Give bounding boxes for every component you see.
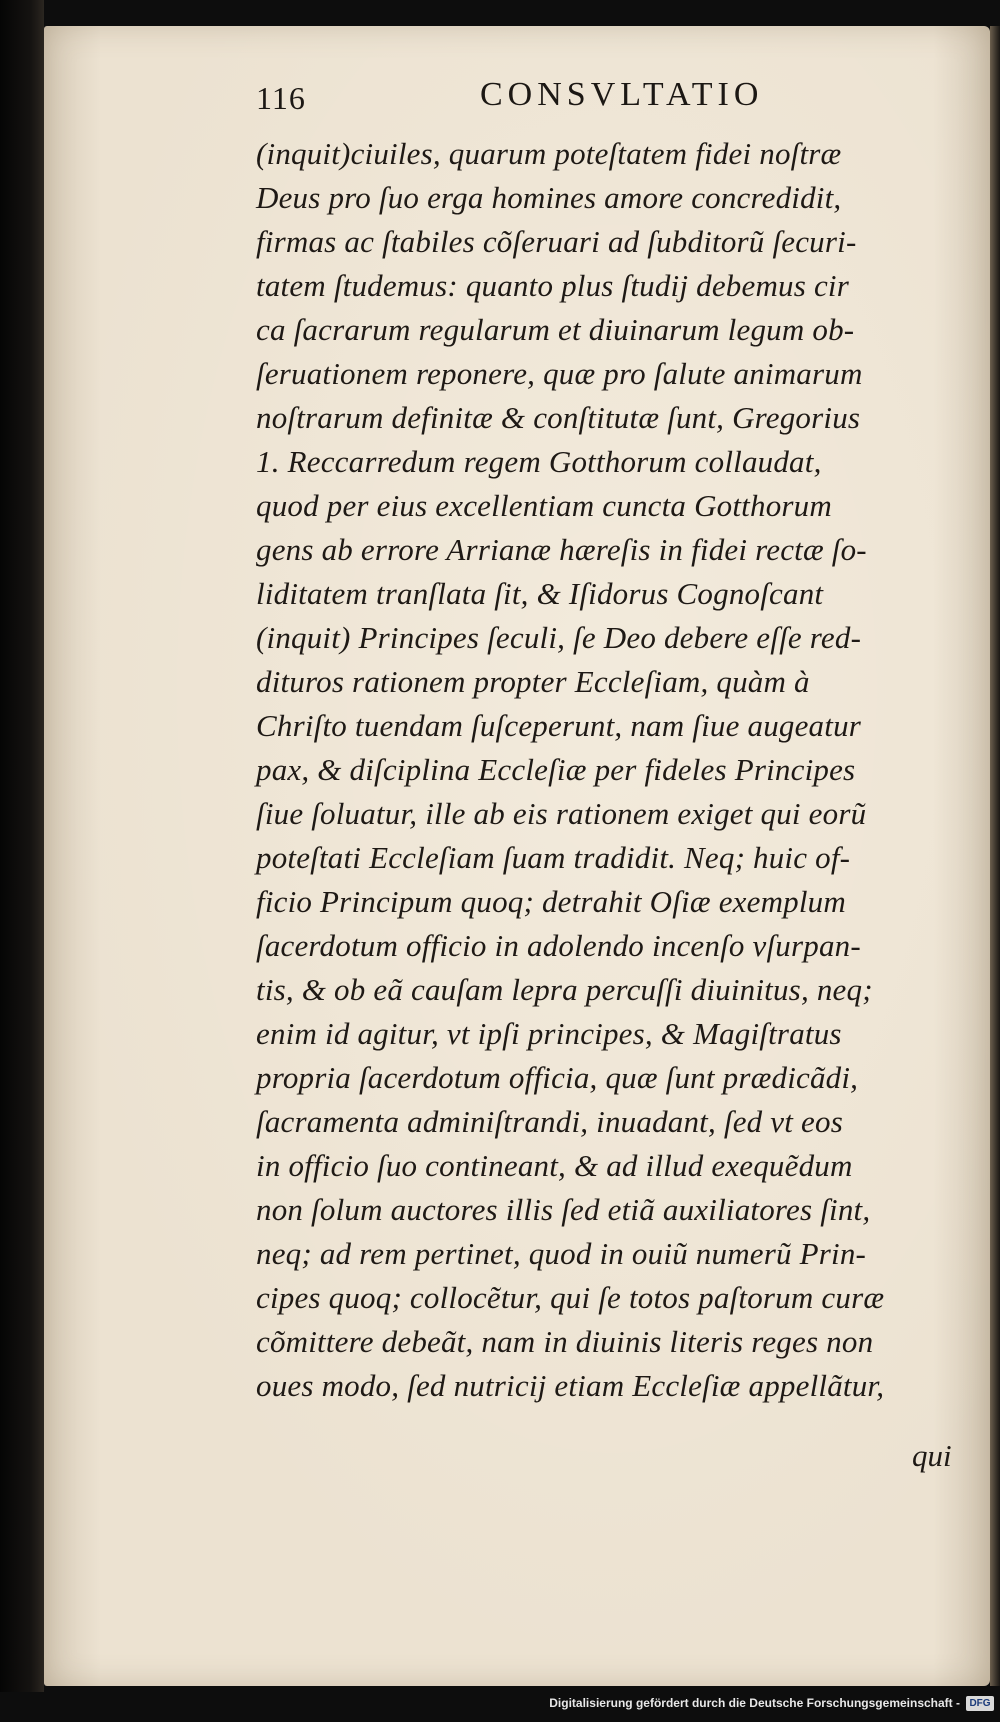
text-line: firmas ac ſtabiles cõſeruari ad ſubditorũ ſecuri-	[256, 224, 857, 259]
text-line: Deus pro ſuo erga homines amore concredidit,	[256, 180, 842, 215]
catchword: qui	[912, 1438, 952, 1473]
text-line: ca ſacrarum regularum et diuinarum legum ob-	[256, 312, 855, 347]
text-line: liditatem tranſlata ſit, & Iſidorus Cognoſcant	[256, 576, 824, 611]
book-page	[44, 26, 990, 1686]
text-line: enim id agitur, vt ipſi principes, & Magiſtratus	[256, 1016, 842, 1051]
text-line: oues modo, ſed nutricij etiam Eccleſiæ appellãtur,	[256, 1368, 885, 1403]
text-line: tatem ſtudemus: quanto plus ſtudij debemus cir	[256, 268, 849, 303]
digitization-footer	[0, 1692, 1000, 1722]
text-line: 1. Reccarredum regem Gotthorum collaudat,	[256, 444, 822, 479]
text-line: ficio Principum quoq; detrahit Oſiæ exemplum	[256, 884, 846, 919]
page-header	[44, 26, 990, 116]
text-line: ſeruationem reponere, quæ pro ſalute animarum	[256, 356, 863, 391]
text-line: ſacerdotum officio in adolendo incenſo vſurpan-	[256, 928, 861, 963]
text-line: ſacramenta adminiſtrandi, inuadant, ſed vt eos	[256, 1104, 843, 1139]
text-line: (inquit)ciuiles, quarum poteſtatem fidei noſtræ	[256, 136, 842, 171]
text-line: (inquit) Principes ſeculi, ſe Deo debere eſſe red-	[256, 620, 862, 655]
running-head: CONSVLTATIO	[480, 76, 764, 113]
text-line: gens ab errore Arrianæ hæreſis in fidei rectæ ſo-	[256, 532, 867, 567]
body-text	[256, 132, 986, 1408]
page-edge	[990, 26, 1000, 1686]
book-spine-shadow	[0, 0, 44, 1722]
text-line: poteſtati Eccleſiam ſuam tradidit. Neq; huic of-	[256, 840, 851, 875]
dfg-logo: DFG	[966, 1696, 994, 1711]
text-line: non ſolum auctores illis ſed etiã auxiliatores ſint,	[256, 1192, 871, 1227]
text-line: cõmittere debeãt, nam in diuinis literis reges non	[256, 1324, 874, 1359]
text-line: ſiue ſoluatur, ille ab eis rationem exiget qui eorũ	[256, 796, 867, 831]
text-line: dituros rationem propter Eccleſiam, quàm à	[256, 664, 810, 699]
text-line: pax, & diſciplina Eccleſiæ per fideles Principes	[256, 752, 856, 787]
text-line: quod per eius excellentiam cuncta Gotthorum	[256, 488, 832, 523]
page-number: 116	[256, 80, 306, 116]
text-line: propria ſacerdotum officia, quæ ſunt prædicãdi,	[256, 1060, 859, 1095]
text-line: cipes quoq; collocẽtur, qui ſe totos paſtorum curæ	[256, 1280, 885, 1315]
text-line: noſtrarum definitæ & conſtitutæ ſunt, Gregorius	[256, 400, 861, 435]
text-line: in officio ſuo contineant, & ad illud exequẽdum	[256, 1148, 853, 1183]
text-line: neq; ad rem pertinet, quod in ouiũ numerũ Prin-	[256, 1236, 867, 1271]
text-line: tis, & ob eã cauſam lepra percuſſi diuinitus, neq;	[256, 972, 873, 1007]
funding-credit: Digitalisierung gefördert durch die Deutsche Forschungsgemeinschaft -	[549, 1696, 960, 1710]
text-line: Chriſto tuendam ſuſceperunt, nam ſiue augeatur	[256, 708, 862, 743]
